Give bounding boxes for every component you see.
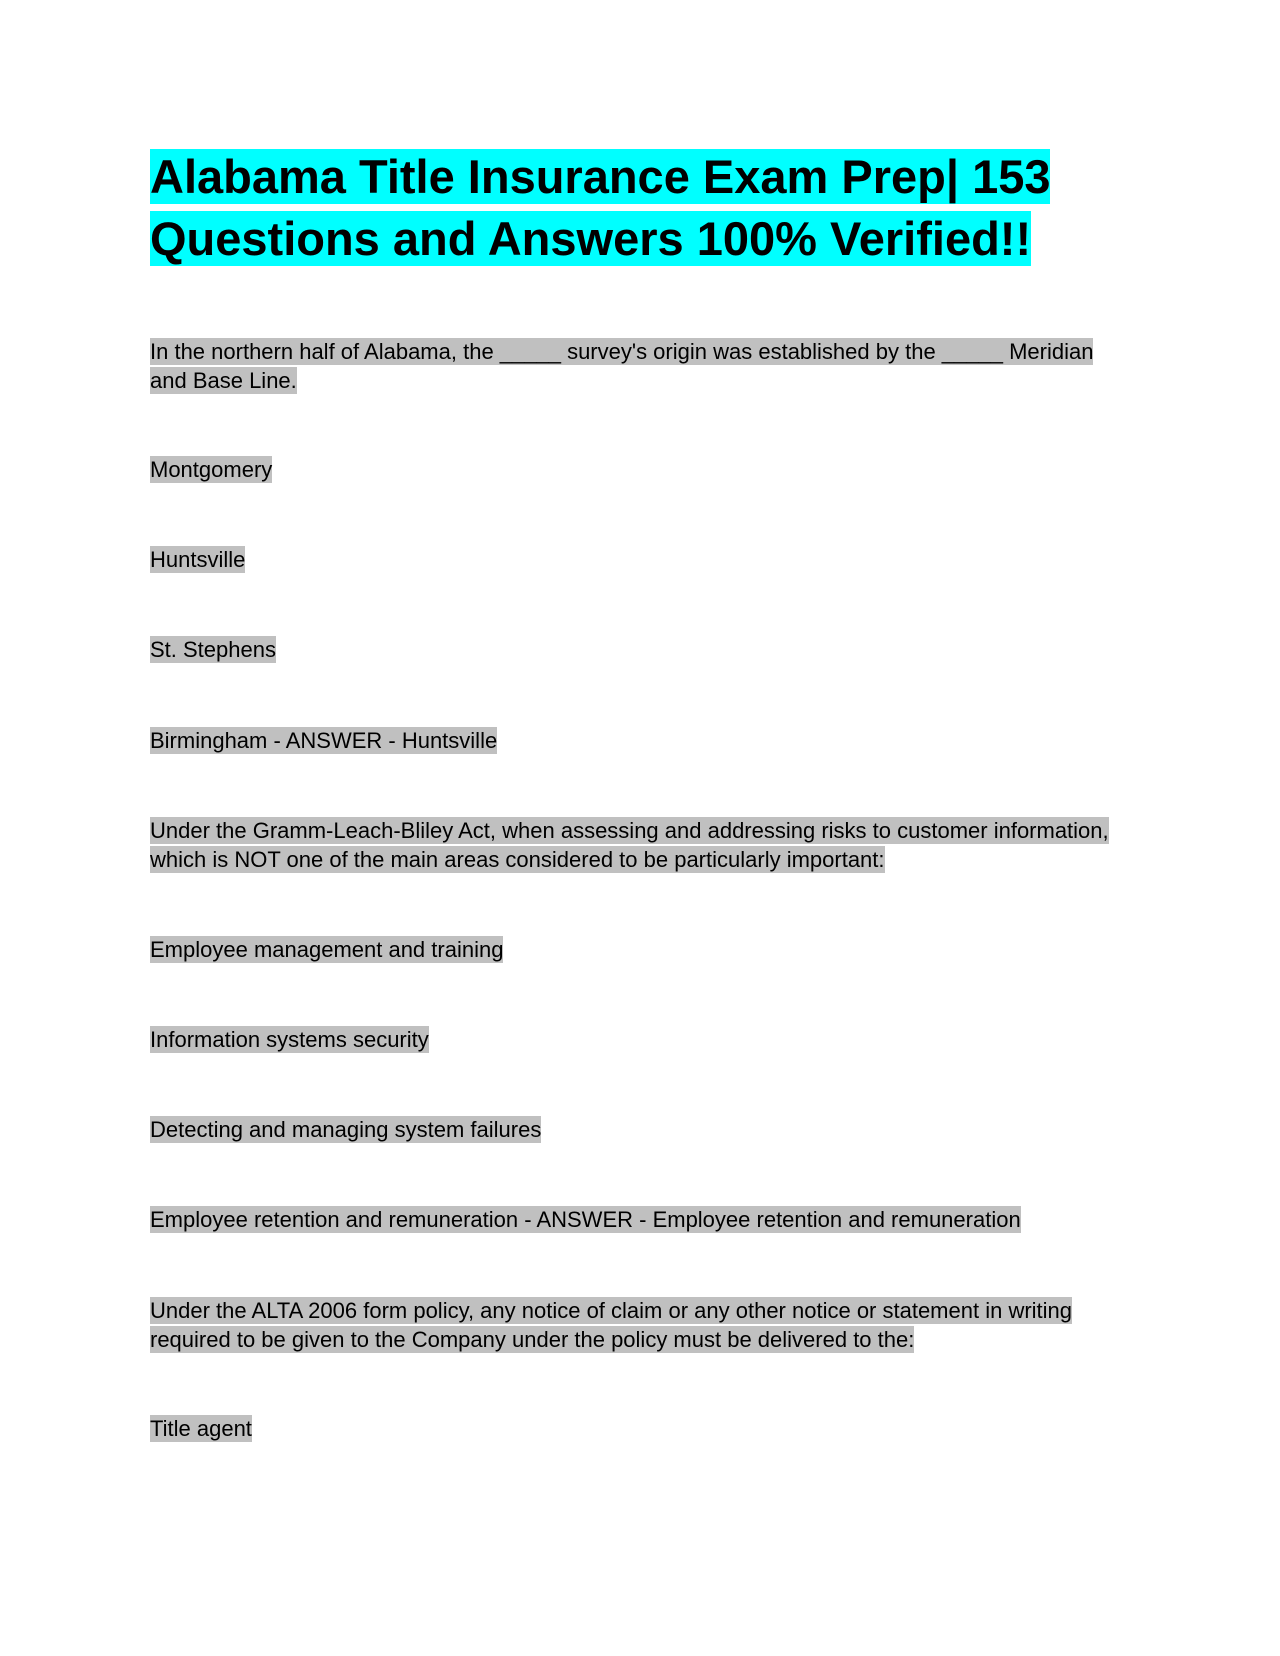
document-page: [150, 146, 1130, 1441]
answer-option: Title agent: [150, 1416, 252, 1441]
answer-option: Detecting and managing system failures: [150, 1117, 542, 1142]
answer-option: Employee retention and remuneration - ANSWER - Employee retention and remuneration: [150, 1207, 1021, 1232]
answer-option: Birmingham - ANSWER - Huntsville: [150, 728, 498, 753]
question-text: Under the ALTA 2006 form policy, any notice of claim or any other notice or statement in writing required to be given to the Company under the policy must be delivered to the:: [150, 1298, 1073, 1352]
document-title-text: Alabama Title Insurance Exam Prep| 153 Questions and Answers 100% Verified!!: [150, 150, 1051, 265]
answer-option: St. Stephens: [150, 637, 276, 662]
answer-option: Information systems security: [150, 1027, 429, 1052]
question-text: In the northern half of Alabama, the _____ survey's origin was established by the _____ Meridian and Base Line.: [150, 339, 1094, 393]
answer-option: Employee management and training: [150, 937, 504, 962]
answer-option: Montgomery: [150, 457, 273, 482]
question-text: Under the Gramm-Leach-Bliley Act, when assessing and addressing risks to customer information, which is NOT one of the main areas considered to be particularly important:: [150, 818, 1109, 872]
document-title: [150, 146, 1130, 270]
answer-option: Huntsville: [150, 547, 246, 572]
